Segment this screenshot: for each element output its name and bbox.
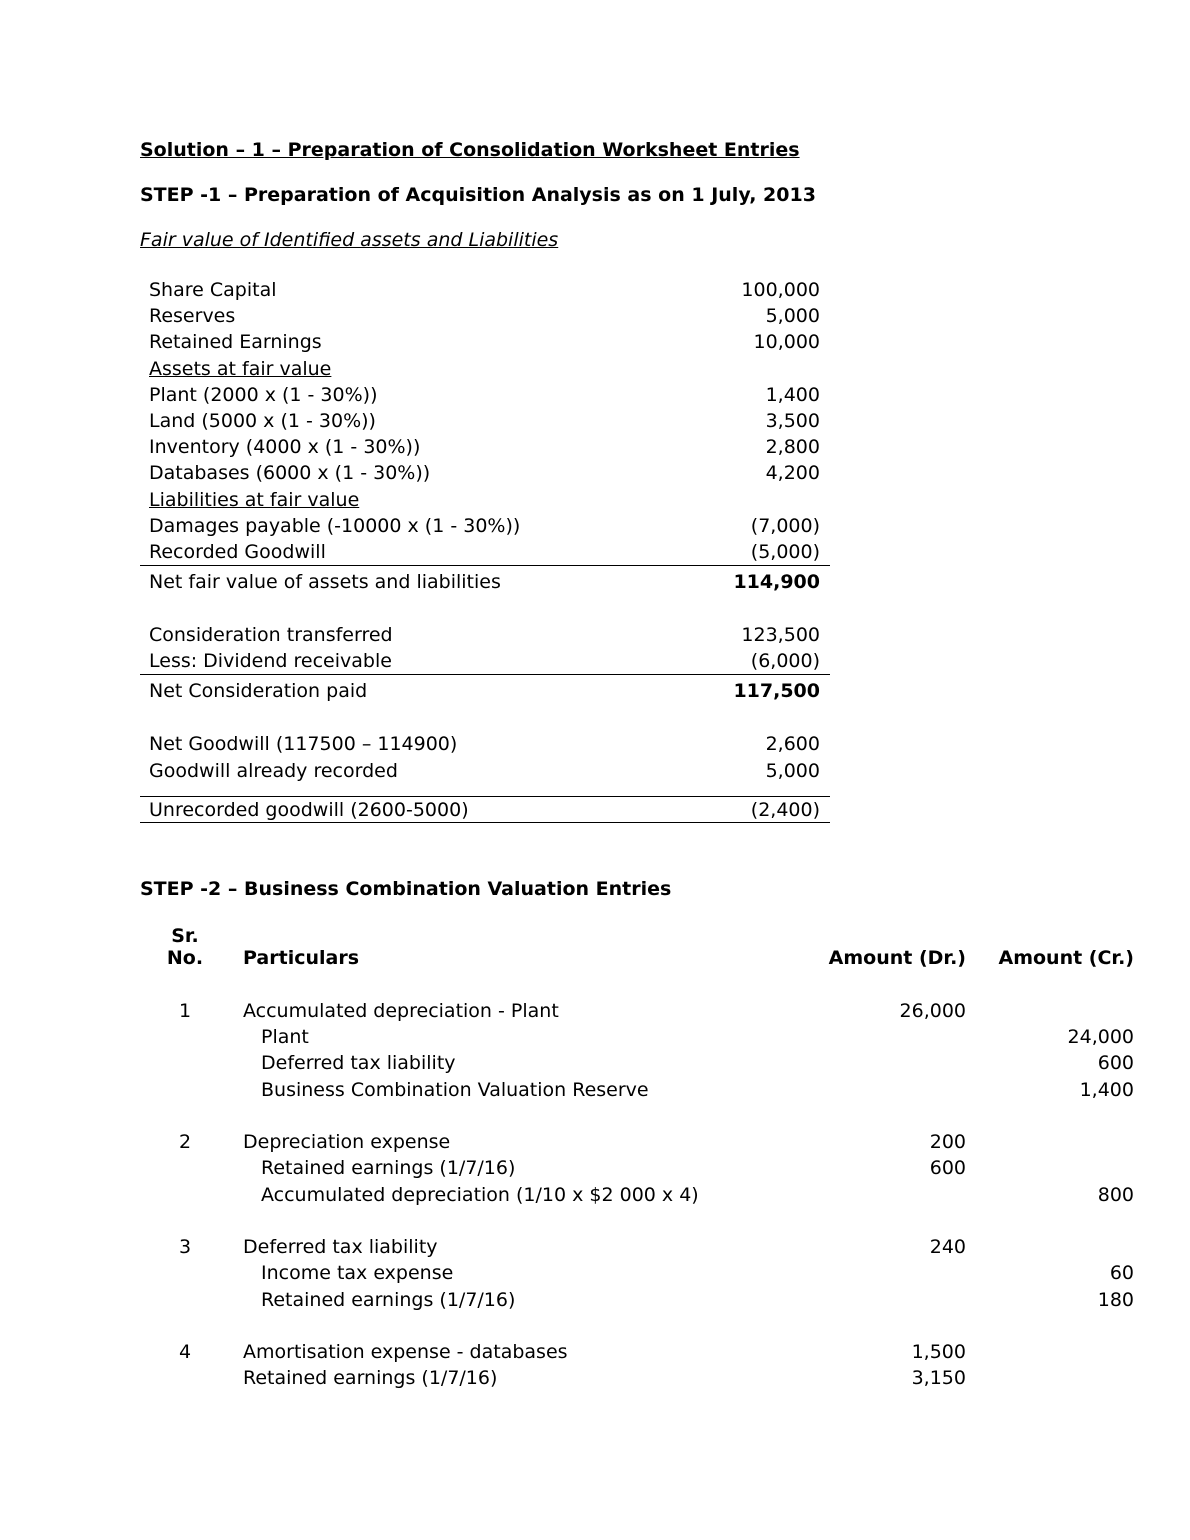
journal-row: Deferred tax liability 600 [261,1052,1134,1074]
table-row: Recorded Goodwill (5,000) [149,540,820,563]
section-label-assets: Assets at fair value [149,357,332,380]
table-row: Net Goodwill (117500 – 114900) 2,600 [149,733,820,756]
section-label-liabilities: Liabilities at fair value [149,488,360,511]
page-title: Solution – 1 – Preparation of Consolidation Worksheet Entries [140,139,800,161]
table-row: Goodwill already recorded 5,000 [149,759,820,782]
journal-row: Income tax expense 60 [261,1262,1134,1284]
column-header-particulars: Particulars [243,947,360,969]
table-row: Share Capital 100,000 [149,279,820,301]
column-header-amount-dr: Amount (Dr.) [828,947,966,969]
table-row: Retained Earnings 10,000 [149,331,820,354]
journal-row: Retained earnings (1/7/16) 180 [261,1289,1134,1311]
total-row-net-consideration: Net Consideration paid 117,500 [140,674,830,705]
table-row: Databases (6000 x (1 - 30%)) 4,200 [149,462,820,485]
table-row: Land (5000 x (1 - 30%)) 3,500 [149,409,820,432]
total-row-unrecorded-goodwill: Unrecorded goodwill (2600-5000) (2,400) [140,796,830,823]
journal-row: Plant 24,000 [261,1026,1134,1048]
journal-row: Accumulated depreciation (1/10 x $2 000 x 4) 800 [261,1184,1134,1206]
table-row: Reserves 5,000 [149,305,820,328]
table-row: Inventory (4000 x (1 - 30%)) 2,800 [149,436,820,459]
step2-heading: STEP -2 – Business Combination Valuation Entries [140,878,672,900]
journal-row: 1 Accumulated depreciation - Plant 26,000 [178,1000,966,1022]
total-row-net-fair-value: Net fair value of assets and liabilities 114,900 [140,565,830,596]
table-row: Less: Dividend receivable (6,000) [149,650,820,673]
table-row: Plant (2000 x (1 - 30%)) 1,400 [149,383,820,406]
column-header-sr-no: Sr. No. [166,925,204,969]
journal-row: Retained earnings (1/7/16) 600 [261,1157,966,1179]
journal-row: 3 Deferred tax liability 240 [178,1236,966,1258]
step1-heading: STEP -1 – Preparation of Acquisition Analysis as on 1 July, 2013 [140,184,816,206]
journal-row: 4 Amortisation expense - databases 1,500 [178,1341,966,1363]
table-row: Consideration transferred 123,500 [149,624,820,647]
acquisition-analysis-table [140,277,830,823]
step1-subheading: Fair value of Identified assets and Liabilities [140,229,559,251]
table-row: Damages payable (-10000 x (1 - 30%)) (7,000) [149,514,820,537]
journal-row: Retained earnings (1/7/16) 3,150 [243,1367,966,1389]
journal-row: 2 Depreciation expense 200 [178,1131,966,1153]
column-header-amount-cr: Amount (Cr.) [998,947,1134,969]
journal-row: Business Combination Valuation Reserve 1,400 [261,1079,1134,1101]
